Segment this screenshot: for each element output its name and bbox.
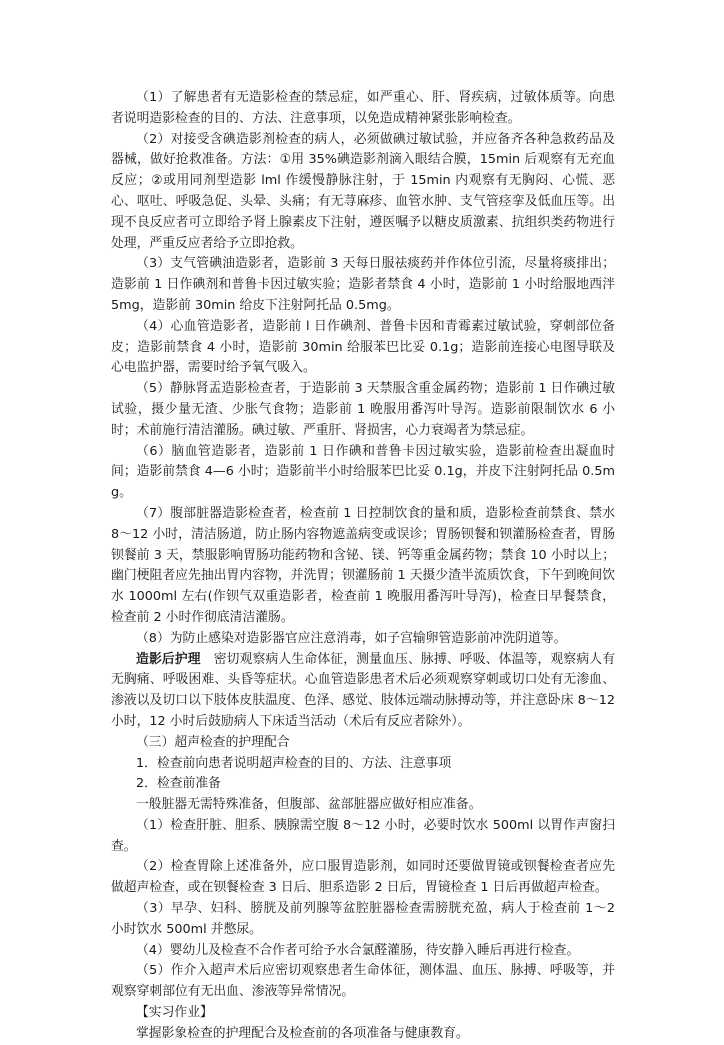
paragraph-1: （1）了解患者有无造影检查的禁忌症，如严重心、肝、肾疾病，过敏体质等。向患者说明造影检查的目的、方法、注意事项，以免造成精神紧张影响检查。 bbox=[111, 90, 615, 126]
paragraph-3: （3）支气管碘油造影者，造影前 3 天每日服祛痰药并作体位引流，尽量将痰排出；造影前 1 日作碘剂和普鲁卡因过敏实验；造影者禁食 4 小时，造影前 1 小时给服地西泮 5mg，造影前 30min 给皮下注射阿托品 0.5mg。 bbox=[111, 256, 615, 313]
ultrasound-paragraph-5: （5）作介入超声术后应密切观察患者生命体征，测体温、血压、脉搏、呼吸等，并观察穿刺部位有无出血、渗液等异常情况。 bbox=[111, 963, 615, 1000]
ultrasound-paragraph-2: （2）检查胃除上述准备外，应口服胃造影剂，如同时还要做胃镜或钡餐检查者应先做超声检查，或在钡餐检查 3 日后、胆系造影 2 日后，胃镜检查 1 日后再做超声检查。 bbox=[111, 859, 615, 896]
paragraph-6: （6）脑血管造影者，造影前 1 日作碘和普鲁卡因过敏实验，造影前检查出凝血时间；造影前禁食 4—6 小时；造影前半小时给服苯巴比妥 0.1g，并皮下注射阿托品 0.5mg。 bbox=[111, 443, 615, 501]
homework-title: 【实习作业】 bbox=[136, 1005, 213, 1021]
ultrasound-item-1: 1．检查前向患者说明超声检查的目的、方法、注意事项 bbox=[136, 755, 452, 771]
post-care-paragraph bbox=[111, 650, 615, 733]
ultrasound-section-title: （三）超声检查的护理配合 bbox=[136, 734, 290, 750]
paragraph-5: （5）静脉肾盂造影检查者，于造影前 3 天禁服含重金属药物；造影前 1 日作碘过敏试验，摄少量无渣、少胀气食物；造影前 1 晚服用番泻叶导泻。造影前限制饮水 6 小时；术前施行清洁灌肠。碘过敏、严重肝、肾损害，心力衰竭者为禁忌症。 bbox=[111, 381, 615, 438]
ultrasound-intro: 一般脏器无需特殊准备，但腹部、盆部脏器应做好相应准备。 bbox=[136, 797, 482, 813]
paragraph-2: （2）对接受含碘造影剂检查的病人，必须做碘过敏试验，并应备齐各种急救药品及器械，做好抢救准备。方法：①用 35%碘造影剂滴入眼结合膜，15min 后观察有无充血反应；②或用同剂型造影 lml 作缓慢静脉注射，于 15min 内观察有无胸闷、心慌、恶心、呕吐、呼吸急促、头晕、头痛；有无荨麻疹、血管水肿、支气管痉挛及低血压等。出现不良反应者可立即给予肾上腺素皮下注射，遵医嘱予以糖皮质激素、抗组织类药物进行处理，严重反应者给予立即抢救。 bbox=[111, 131, 615, 251]
post-care-text: 密切观察病人生命体征，测量血压、脉搏、呼吸、体温等，观察病人有无胸痛、呼吸困难、头昏等症状。心血管造影患者术后必须观察穿刺或切口处有无渗血、渗液以及切口以下肢体皮肤温度、色泽、感觉、肢体远端动脉搏动等，并注意卧床 8～12 小时，12 小时后鼓励病人下床适当活动（术后有反应者除外）。 bbox=[111, 651, 616, 729]
homework-text: 掌握影象检查的护理配合及检查前的各项准备与健康教育。 bbox=[136, 1025, 469, 1041]
paragraph-8: （8）为防止感染对造影器官应注意消毒，如子宫输卵管造影前冲洗阴道等。 bbox=[136, 630, 567, 646]
post-care-heading: 造影后护理 bbox=[136, 651, 201, 667]
ultrasound-paragraph-4: （4）婴幼儿及检查不合作者可给予水合氯醛灌肠，待安静入睡后再进行检查。 bbox=[136, 942, 580, 958]
paragraph-7: （7）腹部脏器造影检查者，检查前 1 日控制饮食的量和质，造影检查前禁食、禁水 8～12 小时，清洁肠道，防止肠内容物遮盖病变或误诊；胃肠钡餐和钡灌肠检查者，胃肠钡餐前 3 天，禁服影响胃肠功能药物和含铋、镁、钙等重金属药物；禁食 10 小时以上；幽门梗阻者应先抽出胃内容物，并洗胃；钡灌肠前 1 天摄少渣半流质饮食，下午到晚间饮水 1000ml 左右(作钡气双重造影者，检查前 1 晚服用番泻叶导泻)，检查日早餐禁食，检查前 2 小时作彻底清洁灌肠。 bbox=[111, 505, 615, 625]
ultrasound-item-2: 2．检查前准备 bbox=[136, 776, 221, 792]
ultrasound-paragraph-3: （3）早孕、妇科、膀胱及前列腺等盆腔脏器检查需膀胱充盈，病人于检查前 1～2 小时饮水 500ml 并憋尿。 bbox=[111, 901, 615, 937]
ultrasound-paragraph-1: （1）检查肝脏、胆系、胰腺需空腹 8～12 小时，必要时饮水 500ml 以胃作声窗扫查。 bbox=[111, 817, 615, 854]
document-body bbox=[111, 88, 615, 1045]
paragraph-4: （4）心血管造影者，造影前 l 日作碘剂、普鲁卡因和青霉素过敏试验，穿刺部位备皮；造影前禁食 4 小时，造影前 30min 给服苯巴比妥 0.1g；造影前连接心电图导联及心电监护器，需要时给予氧气吸入。 bbox=[111, 318, 615, 376]
